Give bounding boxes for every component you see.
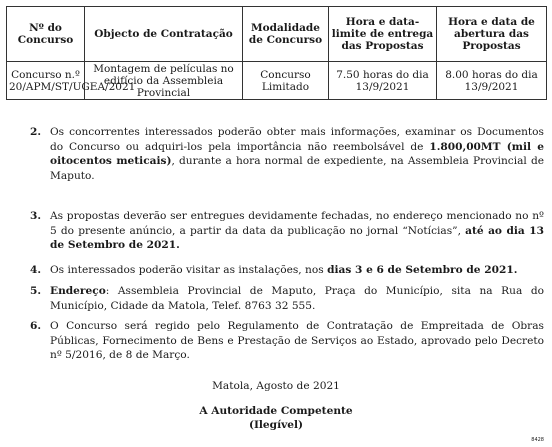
item-number: 3. bbox=[30, 210, 42, 222]
item-number: 2. bbox=[30, 126, 42, 138]
item-text bbox=[50, 319, 544, 363]
cell-data-abertura: 8.00 horas do dia 13/9/2021 bbox=[437, 62, 547, 100]
header-numero-concurso: Nº do Concurso bbox=[7, 7, 85, 62]
place-date: Matola, Agosto de 2021 bbox=[212, 380, 340, 392]
visit-dates-bold: dias 3 e 6 de Setembro de 2021. bbox=[327, 264, 518, 276]
item-text bbox=[50, 209, 544, 253]
header-data-limite-entrega: Hora e data-limite de entrega das Propostas bbox=[329, 7, 437, 62]
cell-modalidade: Concurso Limitado bbox=[243, 62, 329, 100]
item-2-paragraph bbox=[30, 125, 544, 183]
text-span: As propostas deverão ser entregues devidamente fechadas, no endereço mencionado no nº 5 do presente anúncio, a partir da data da publicação no jornal “Notícias”, bbox=[50, 210, 544, 237]
reference-code: 8428 bbox=[531, 437, 544, 443]
item-number: 5. bbox=[30, 285, 42, 297]
text-span: , durante a hora normal de expediente, na Assembleia Provincial de Maputo. bbox=[50, 155, 544, 182]
text-span: : Assembleia Provincial de Maputo, Praça do Município, sita na Rua do Município, Cidade da Matola, Telef. 8763 32 555. bbox=[50, 285, 544, 312]
deadline-bold: até ao dia 13 de Setembro de 2021. bbox=[50, 224, 544, 251]
cell-numero-concurso: Concurso n.º 20/APM/ST/UGEA/2021 bbox=[7, 62, 85, 100]
table-row bbox=[7, 62, 547, 100]
item-3-paragraph bbox=[30, 209, 544, 253]
header-objecto-contratacao: Objecto de Contratação bbox=[85, 7, 243, 62]
item-5-paragraph bbox=[30, 284, 544, 313]
header-data-abertura: Hora e data de abertura das Propostas bbox=[437, 7, 547, 62]
text-span: O Concurso será regido pelo Regulamento de Contratação de Empreitada de Obras Públicas, Fornecimento de Bens e Prestação de Serviços ao Estado, aprovado pelo Decreto nº 5/2016, de 8 de Março. bbox=[50, 320, 544, 361]
signature-note: (Ilegível) bbox=[248, 419, 304, 431]
address-label-bold: Endereço bbox=[50, 285, 106, 297]
tender-table bbox=[6, 6, 547, 100]
text-span: Os concorrentes interessados poderão obter mais informações, examinar os Documentos do Concurso ou adquiri-los pela importância não reembolsável de bbox=[50, 126, 544, 153]
item-4-paragraph bbox=[30, 263, 544, 278]
text-span: Os interessados poderão visitar as instalações, nos bbox=[50, 264, 328, 276]
item-text bbox=[50, 284, 544, 313]
item-number: 4. bbox=[30, 264, 42, 276]
price-bold: 1.800,00MT (mil e oitocentos meticais) bbox=[50, 140, 544, 167]
table-header-row bbox=[7, 7, 547, 62]
item-text bbox=[50, 125, 544, 183]
item-text bbox=[50, 263, 544, 278]
cell-data-limite-entrega: 7.50 horas do dia 13/9/2021 bbox=[329, 62, 437, 100]
header-modalidade: Modalidade de Concurso bbox=[243, 7, 329, 62]
authority-title: A Autoridade Competente bbox=[199, 405, 353, 417]
cell-objecto-contratacao: Montagem de películas no edifício da Assembleia Provincial bbox=[85, 62, 243, 100]
item-number: 6. bbox=[30, 320, 42, 332]
item-6-paragraph bbox=[30, 319, 544, 363]
